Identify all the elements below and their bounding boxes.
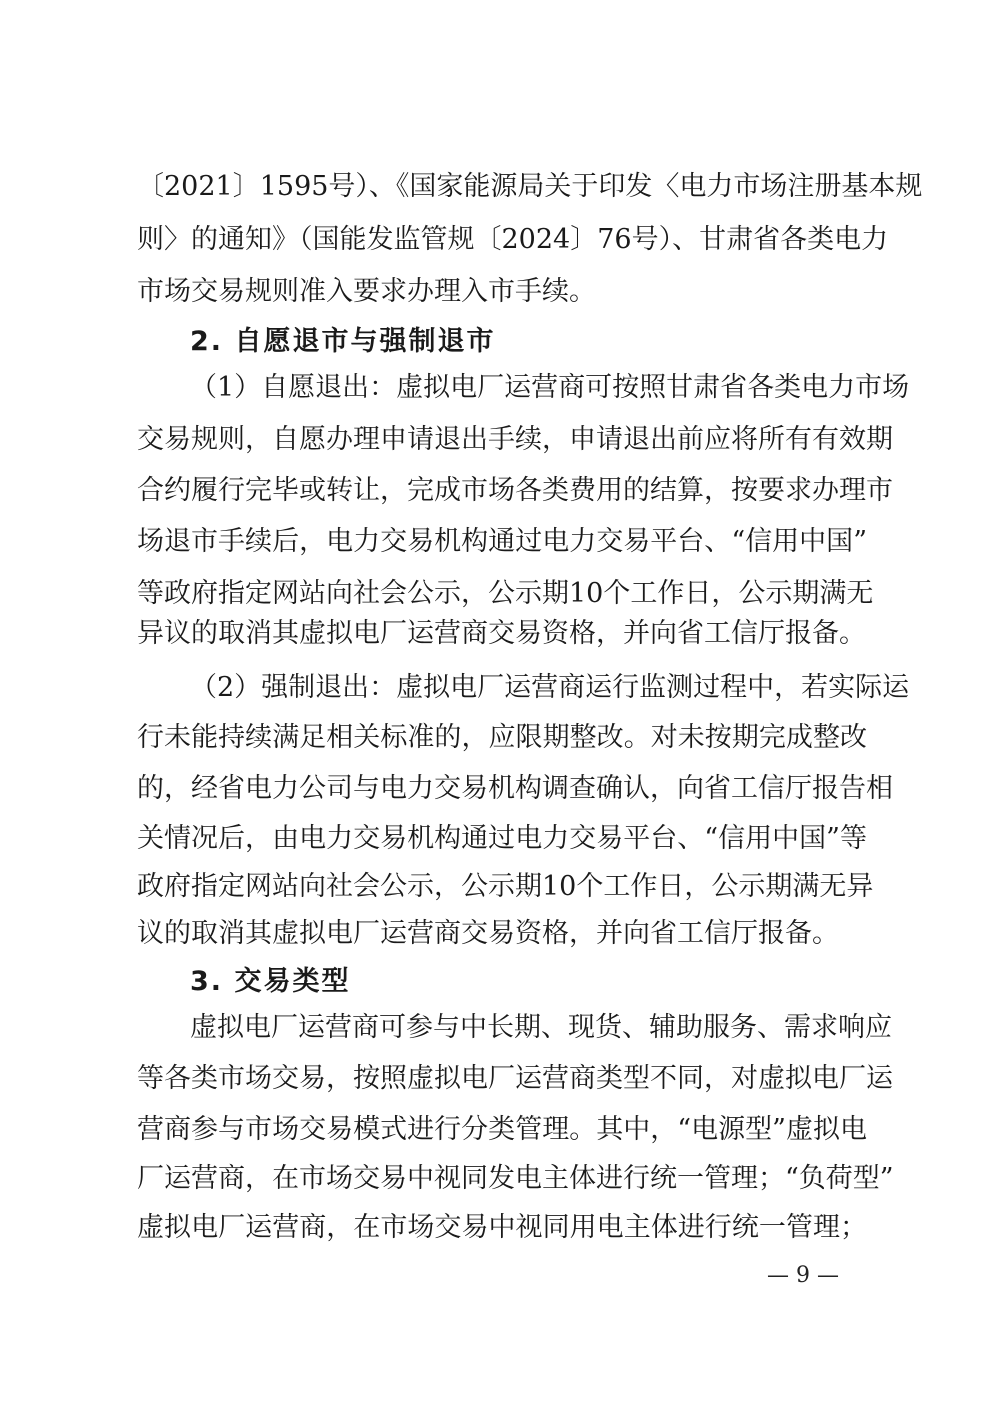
voluntary-exit-line-2: 交易规则，自愿办理申请退出手续，申请退出前应将所有有效期 (137, 424, 893, 455)
section-3-heading: 3. 交易类型 (190, 966, 351, 997)
paragraph-intro-line-2: 则〉的通知》（国能发监管规〔2024〕76号）、甘肃省各类电力 (137, 224, 889, 255)
forced-exit-line-3: 的，经省电力公司与电力交易机构调查确认，向省工信厅报告相 (137, 773, 893, 804)
paragraph-intro-line-1: 〔2021〕1595号）、《国家能源局关于印发〈电力市场注册基本规 (137, 171, 923, 202)
trade-type-line-4: 厂运营商，在市场交易中视同发电主体进行统一管理；“负荷型” (137, 1163, 894, 1194)
page-number: — 9 — (767, 1263, 839, 1288)
voluntary-exit-line-5: 等政府指定网站向社会公示，公示期10个工作日，公示期满无 (137, 578, 874, 609)
voluntary-exit-line-3: 合约履行完毕或转让，完成市场各类费用的结算，按要求办理市 (137, 475, 893, 506)
forced-exit-line-2: 行未能持续满足相关标准的，应限期整改。对未按期完成整改 (137, 722, 867, 753)
forced-exit-line-4: 关情况后，由电力交易机构通过电力交易平台、“信用中国”等 (137, 823, 867, 854)
trade-type-line-2: 等各类市场交易，按照虚拟电厂运营商类型不同，对虚拟电厂运 (137, 1063, 893, 1094)
paragraph-intro-line-3: 市场交易规则准入要求办理入市手续。 (137, 276, 596, 307)
voluntary-exit-line-4: 场退市手续后，电力交易机构通过电力交易平台、“信用中国” (137, 526, 867, 557)
forced-exit-line-6: 议的取消其虚拟电厂运营商交易资格，并向省工信厅报备。 (137, 918, 839, 949)
section-2-heading: 2. 自愿退市与强制退市 (190, 326, 496, 357)
voluntary-exit-line-1: （1）自愿退出：虚拟电厂运营商可按照甘肃省各类电力市场 (190, 372, 910, 403)
forced-exit-line-5: 政府指定网站向社会公示，公示期10个工作日，公示期满无异 (137, 871, 874, 902)
trade-type-line-5: 虚拟电厂运营商，在市场交易中视同用电主体进行统一管理； (137, 1212, 867, 1243)
trade-type-line-3: 营商参与市场交易模式进行分类管理。其中，“电源型”虚拟电 (137, 1114, 867, 1145)
trade-type-line-1: 虚拟电厂运营商可参与中长期、现货、辅助服务、需求响应 (190, 1012, 892, 1043)
forced-exit-line-1: （2）强制退出：虚拟电厂运营商运行监测过程中，若实际运 (190, 672, 910, 703)
voluntary-exit-line-6: 异议的取消其虚拟电厂运营商交易资格，并向省工信厅报备。 (137, 618, 866, 649)
